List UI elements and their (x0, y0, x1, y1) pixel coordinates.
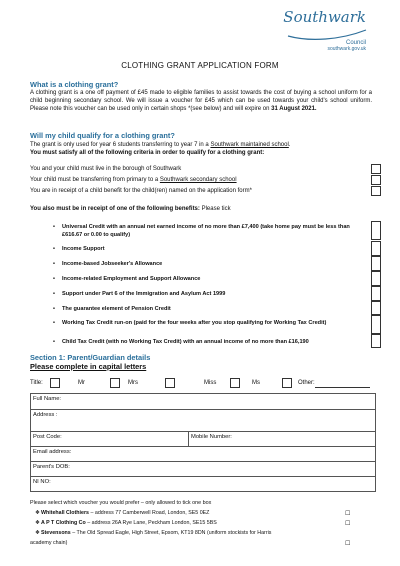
address-field[interactable] (31, 410, 376, 432)
title-ms-label: Ms (252, 380, 260, 386)
benefit-item: • Income-related Employment and Support Allowance (53, 276, 201, 282)
logo-url: southwark.gov.uk (327, 46, 366, 52)
bullet-icon: ❖ (35, 510, 40, 516)
criterion-child-benefit-text: You are in receipt of a child benefit for the child(ren) named on the application form* (30, 188, 252, 194)
benefit-item: • Child Tax Credit (with no Working Tax Credit) with an annual income of no more than £16,190 (53, 339, 309, 345)
criterion-residence (30, 166, 181, 172)
voucher-detail: – address 77 Camberwell Road, London, SE5 0EZ (88, 510, 210, 516)
title-mrs-label: Mrs (128, 380, 138, 386)
voucher-name: A P T Clothing Co (41, 520, 86, 526)
address-label: Address : (33, 412, 58, 418)
qualify-body (30, 141, 372, 157)
benefit-checkbox[interactable] (371, 256, 381, 271)
southwark-logo (280, 6, 370, 52)
title-mr-label: Mr (78, 380, 85, 386)
benefit-item: • Income Support (53, 246, 105, 252)
bullet-icon: ❖ (35, 520, 40, 526)
benefit-item: • The guarantee element of Pension Credit (53, 306, 171, 312)
ni-label: NI NO: (33, 479, 51, 485)
voucher-detail: – address 26A Rye Lane, Peckham London, SE15 5BS (85, 520, 217, 526)
benefit-checkbox[interactable] (371, 286, 381, 301)
benefit-checkbox[interactable] (371, 334, 381, 348)
voucher-checkbox[interactable]: ☐ (345, 521, 351, 527)
benefit-checkbox[interactable] (371, 221, 381, 240)
criterion-transfer (30, 177, 237, 183)
email-label: Email address: (33, 449, 72, 455)
title-other-label: Other: (298, 380, 315, 386)
voucher-option-apt (35, 520, 381, 527)
benefit-label: Working Tax Credit run-on (paid for the four weeks after you stop qualifying for Working Tax Credit) (62, 320, 327, 326)
secondary-school-link[interactable]: Southwark secondary school (159, 177, 237, 183)
criterion-residence-checkbox[interactable] (371, 164, 381, 174)
maintained-school-link[interactable]: Southwark maintained school (210, 142, 289, 148)
post-code-field[interactable] (31, 432, 189, 447)
benefit-checkbox[interactable] (371, 241, 381, 256)
benefit-item: • Support under Part 6 of the Immigration and Asylum Act 1999 (53, 291, 226, 297)
benefits-intro (30, 206, 231, 212)
title-mr-checkbox[interactable] (50, 378, 60, 388)
what-body (30, 89, 372, 113)
benefits-intro-bold: You also must be in receipt of one of the following benefits: (30, 206, 200, 212)
what-body-text: A clothing grant is a one off payment of £45 made to eligible families to assist towards the cost of buying a school uniform for a child beginning secondary school. We will issue a voucher for £45 which can be used towards your child's school uniform. Please note this voucher can be used only in certain shops *(see below) and will expire on (30, 90, 372, 112)
full-name-label: Full Name: (33, 396, 62, 402)
ni-field[interactable] (31, 477, 376, 492)
email-field[interactable] (31, 447, 376, 462)
criterion-child-benefit-checkbox[interactable] (371, 186, 381, 196)
benefit-checkbox[interactable] (371, 301, 381, 315)
voucher-option-stevensons (35, 530, 381, 536)
mobile-label: Mobile Number: (191, 434, 232, 440)
logo-wordmark: Southwark (283, 8, 366, 26)
qualify-body-text: The grant is only used for year 6 students transferring to year 7 in a (30, 142, 211, 148)
mobile-field[interactable] (189, 432, 376, 447)
qualify-criteria-intro: You must satisfy all of the following criteria in order to qualify for a clothing grant: (30, 150, 265, 156)
benefit-label: Income-based Jobseeker's Allowance (62, 261, 163, 267)
section1-heading: Section 1: Parent/Guardian details (30, 353, 151, 362)
criterion-transfer-text: Your child must be transferring from primary to a (30, 177, 160, 183)
voucher-checkbox[interactable]: ☐ (345, 541, 351, 547)
benefit-checkbox[interactable] (371, 271, 381, 286)
title-other-input[interactable] (315, 387, 370, 388)
what-heading: What is a clothing grant? (30, 80, 119, 89)
logo-council: Council (345, 40, 366, 46)
benefit-item: • Universal Credit with an annual net earned income of no more than £7,400 (take home pay must be less than £616.67 or 0.00 to qualify) (53, 224, 350, 238)
qualify-heading: Will my child qualify for a clothing grant? (30, 131, 175, 140)
voucher-detail-cont: academy chain) (30, 540, 68, 546)
parent-details-table (30, 393, 376, 492)
title-other-checkbox[interactable] (282, 378, 292, 388)
voucher-name: Stevensons (41, 530, 71, 536)
benefit-item: • Income-based Jobseeker's Allowance (53, 261, 163, 267)
voucher-option-whitehall (35, 510, 381, 517)
criterion-residence-text: You and your child must live in the borough of Southwark (30, 166, 182, 172)
title-miss-label: Miss (204, 380, 217, 386)
post-code-label: Post Code: (33, 434, 62, 440)
benefit-label: Support under Part 6 of the Immigration and Asylum Act 1999 (62, 291, 226, 297)
benefits-intro-tail: Please tick (199, 206, 231, 212)
title-ms-checkbox[interactable] (230, 378, 240, 388)
voucher-name: Whitehall Clothiers (41, 510, 89, 516)
voucher-option-stevensons-cont (30, 540, 370, 546)
title-label: Title: (30, 380, 43, 386)
benefit-label: Income-related Employment and Support Allowance (62, 276, 201, 282)
criterion-child-benefit (30, 188, 252, 194)
criterion-transfer-checkbox[interactable] (371, 175, 381, 185)
qualify-body-end: . (288, 142, 291, 148)
benefit-item: • Working Tax Credit run-on (paid for the four weeks after you stop qualifying for Working Tax Credit) (53, 320, 327, 326)
voucher-detail: – The Old Spread Eagle, High Street, Epsom, KT19 8DN (uniform stockists for Harris (70, 530, 272, 536)
form-title: CLOTHING GRANT APPLICATION FORM (121, 61, 279, 70)
benefit-checkbox[interactable] (371, 315, 381, 334)
title-mrs-checkbox[interactable] (110, 378, 120, 388)
benefit-label: Income Support (62, 246, 105, 252)
section1-subheading: Please complete in capital letters (30, 362, 147, 371)
dob-field[interactable] (31, 462, 376, 477)
title-selector (30, 378, 375, 390)
expiry-date: 31 August 2021. (271, 106, 317, 112)
title-miss-checkbox[interactable] (165, 378, 175, 388)
benefit-label: Child Tax Credit (with no Working Tax Credit) with an annual income of no more than £16,190 (62, 339, 309, 345)
voucher-intro: Please select which voucher you would prefer – only allowed to tick one box (30, 500, 212, 506)
full-name-field[interactable] (31, 394, 376, 410)
benefit-label: Universal Credit with an annual net earned income of no more than £7,400 (take home pay must be less than £616.67 or 0.00 to qualify) (62, 224, 350, 238)
benefit-label: The guarantee element of Pension Credit (62, 306, 171, 312)
bullet-icon: ❖ (35, 530, 40, 536)
dob-label: Parent's DOB: (33, 464, 70, 470)
voucher-checkbox[interactable]: ☐ (345, 511, 351, 517)
